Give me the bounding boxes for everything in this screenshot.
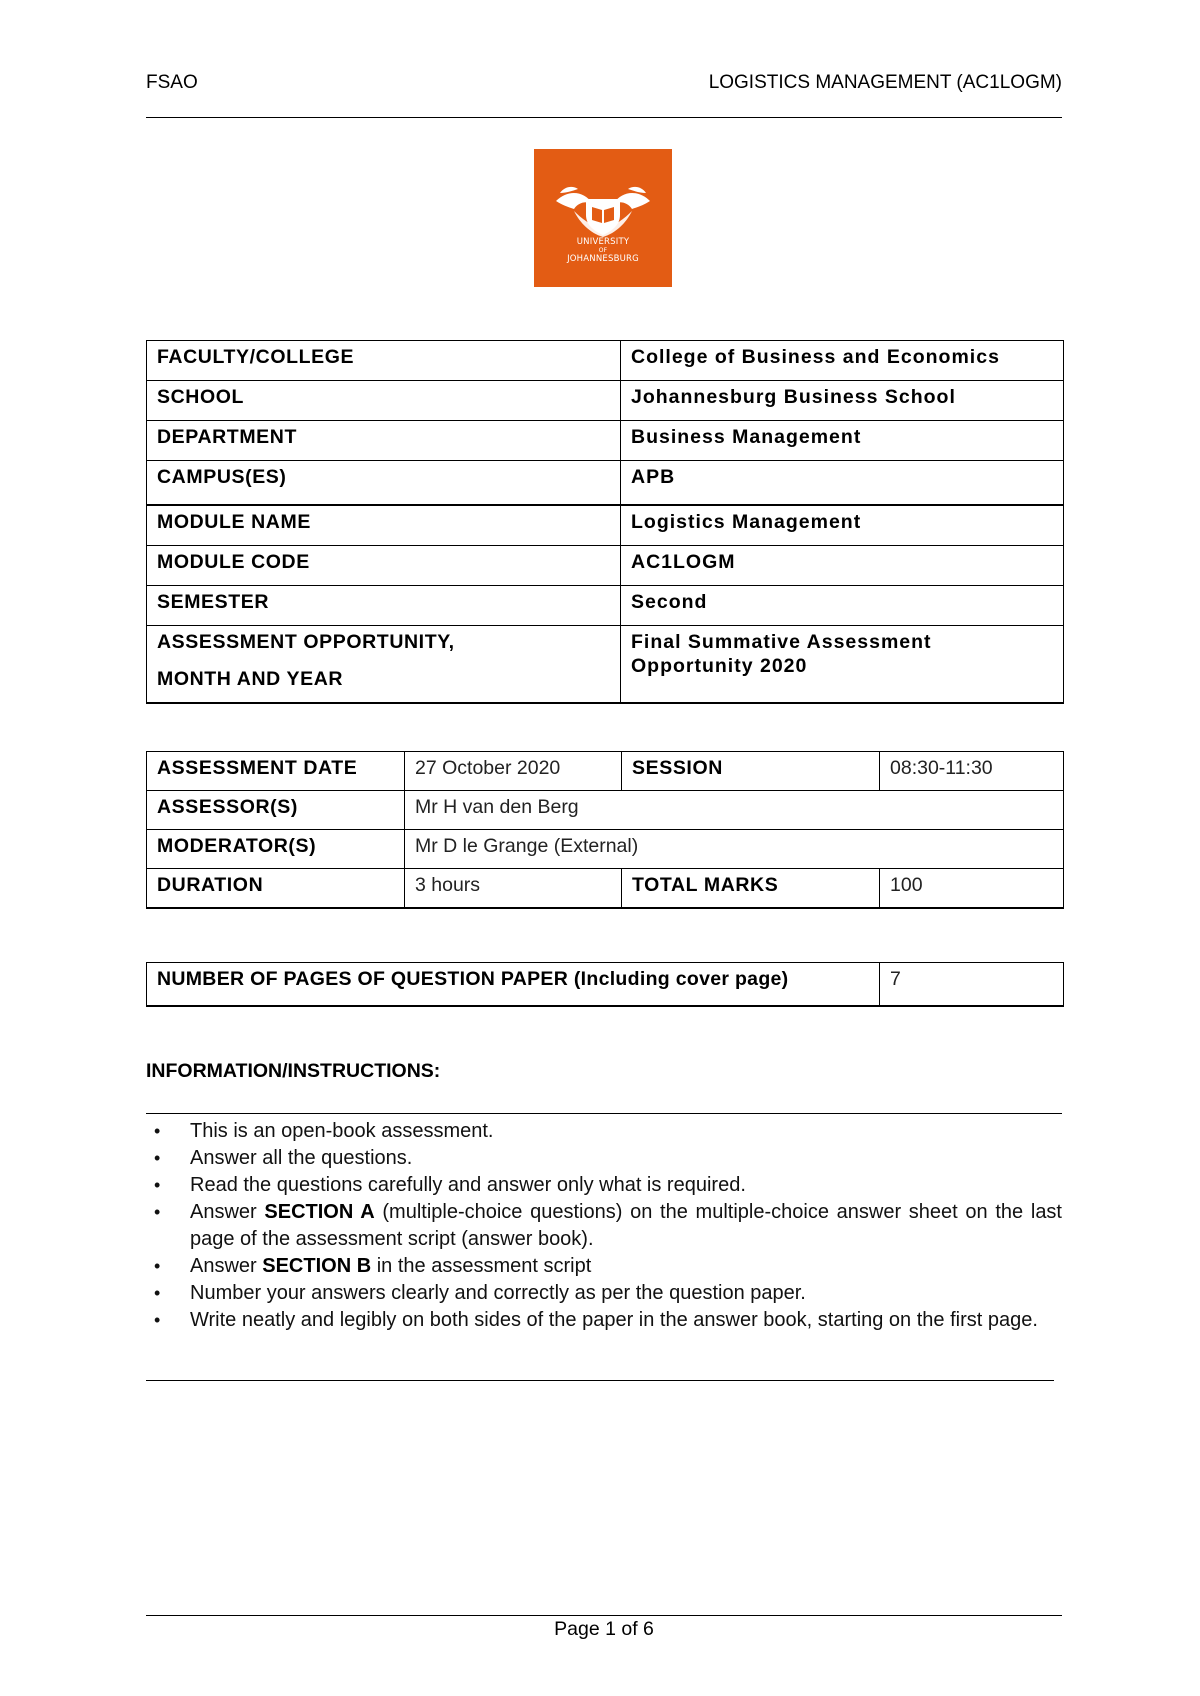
table-row (147, 421, 1064, 461)
module-details-table (146, 340, 1064, 704)
module-name-label: MODULE NAME (147, 505, 621, 546)
page-count-label: NUMBER OF PAGES OF QUESTION PAPER (Including cover page) (147, 963, 880, 1007)
session-value: 08:30-11:30 (880, 752, 1064, 791)
duration-label: DURATION (147, 869, 405, 909)
campus-value: APB (621, 461, 1064, 506)
assessor-label: ASSESSOR(S) (147, 791, 405, 830)
logo-text-of: OF (598, 247, 608, 254)
duration-value: 3 hours (405, 869, 622, 909)
page-header-right: LOGISTICS MANAGEMENT (AC1LOGM) (708, 72, 1062, 93)
session-label: SESSION (622, 752, 880, 791)
footer-rule (146, 1615, 1062, 1616)
list-item (146, 1118, 1062, 1145)
faculty-value: College of Business and Economics (621, 341, 1064, 381)
semester-value: Second (621, 586, 1064, 626)
instruction-bold: SECTION A (264, 1201, 375, 1223)
total-marks-label: TOTAL MARKS (622, 869, 880, 909)
instruction-text: Answer (190, 1255, 263, 1277)
school-label: SCHOOL (147, 381, 621, 421)
university-logo (534, 149, 672, 287)
module-name-value: Logistics Management (621, 505, 1064, 546)
logo-text-university: UNIVERSITY (576, 237, 630, 247)
instruction-text: Answer (190, 1201, 265, 1223)
instruction-text: Read the questions carefully and answer only what is required. (190, 1174, 746, 1196)
table-row (147, 546, 1064, 586)
opportunity-label-line2: MONTH AND YEAR (157, 668, 344, 690)
date-label: ASSESSMENT DATE (147, 752, 405, 791)
list-item (146, 1307, 1062, 1334)
moderator-value: Mr D le Grange (External) (405, 830, 1064, 869)
table-row (147, 830, 1064, 869)
table-row (147, 381, 1064, 421)
opportunity-label-line1: ASSESSMENT OPPORTUNITY, (157, 631, 455, 653)
table-row (147, 626, 1064, 704)
total-marks-value: 100 (880, 869, 1064, 909)
instruction-text: This is an open-book assessment. (190, 1120, 494, 1142)
table-row (147, 461, 1064, 506)
instruction-text: Number your answers clearly and correctly as per the question paper. (190, 1282, 806, 1304)
opportunity-value-line2: Opportunity 2020 (631, 655, 808, 677)
instructions-heading: INFORMATION/INSTRUCTIONS: (146, 1060, 441, 1082)
table-row (147, 752, 1064, 791)
table-row (147, 791, 1064, 830)
header-rule (146, 117, 1062, 118)
opportunity-value (621, 626, 1064, 704)
page-count-table (146, 962, 1064, 1007)
list-item (146, 1199, 1062, 1253)
assessor-value: Mr H van den Berg (405, 791, 1064, 830)
instructions-list (146, 1118, 1062, 1334)
campus-label: CAMPUS(ES) (147, 461, 621, 506)
list-item (146, 1253, 1062, 1280)
school-value: Johannesburg Business School (621, 381, 1064, 421)
assessment-table (146, 751, 1064, 909)
table-row (147, 963, 1064, 1007)
table-row (147, 586, 1064, 626)
instruction-text: (multiple-choice questions) on the multiple-choice answer sheet on the last page of the assessment script (answer book). (190, 1201, 1062, 1250)
department-label: DEPARTMENT (147, 421, 621, 461)
crest-icon (534, 149, 672, 287)
closing-rule (146, 1380, 1054, 1381)
table-row (147, 505, 1064, 546)
moderator-label: MODERATOR(S) (147, 830, 405, 869)
list-item (146, 1172, 1062, 1199)
instruction-text: in the assessment script (371, 1255, 592, 1277)
department-value: Business Management (621, 421, 1064, 461)
table-row (147, 869, 1064, 909)
opportunity-value-line1: Final Summative Assessment (631, 631, 932, 653)
list-item (146, 1280, 1062, 1307)
semester-label: SEMESTER (147, 586, 621, 626)
instruction-text: Answer all the questions. (190, 1147, 413, 1169)
faculty-label: FACULTY/COLLEGE (147, 341, 621, 381)
module-code-value: AC1LOGM (621, 546, 1064, 586)
opportunity-label (147, 626, 621, 704)
list-item (146, 1145, 1062, 1172)
date-value: 27 October 2020 (405, 752, 622, 791)
page-number: Page 1 of 6 (554, 1618, 654, 1640)
logo-text-johannesburg: JOHANNESBURG (567, 254, 639, 264)
instructions-rule (146, 1113, 1062, 1114)
table-row (147, 341, 1064, 381)
instruction-bold: SECTION B (262, 1255, 372, 1277)
page-count-value: 7 (880, 963, 1064, 1007)
module-code-label: MODULE CODE (147, 546, 621, 586)
instruction-text: Write neatly and legibly on both sides of the paper in the answer book, starting on the first page. (190, 1309, 1038, 1331)
page-header-left: FSAO (146, 72, 198, 93)
